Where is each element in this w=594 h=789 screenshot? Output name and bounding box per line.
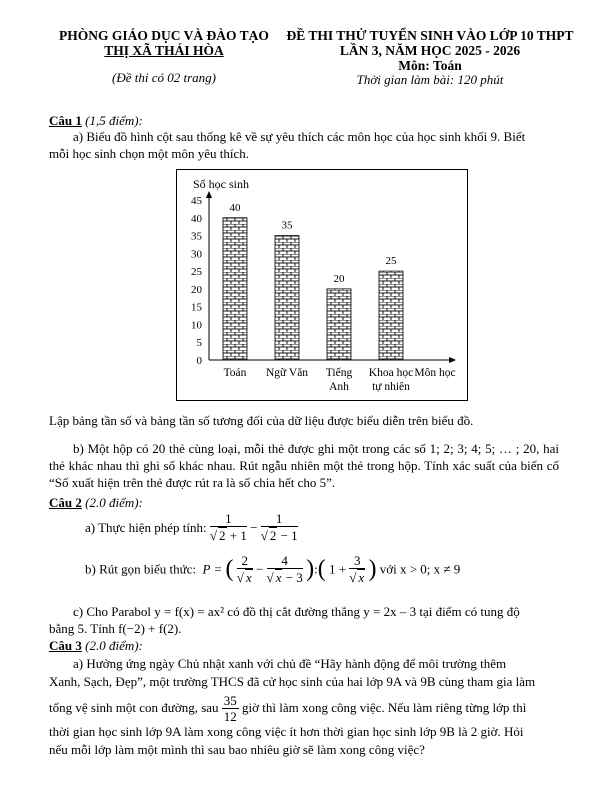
bar-value-label: 40: [229, 201, 241, 214]
q2a-label: a) Thực hiện phép tính:: [85, 520, 207, 535]
exam-subject: Môn: Toán: [398, 58, 462, 73]
exam-duration: Thời gian làm bài: 120 phút: [356, 72, 504, 87]
y-tick-label: 45: [191, 195, 202, 207]
q2b-label: b) Rút gọn biểu thức:: [85, 561, 197, 577]
y-tick-label: 15: [191, 301, 202, 314]
y-tick-label: 25: [191, 266, 202, 279]
y-tick-label: 5: [196, 337, 202, 350]
page-count-note: (Đề thi có 02 trang): [112, 70, 216, 85]
y-axis-label: Số học sinh: [193, 177, 250, 191]
q2c-line1: c) Cho Parabol y = f(x) = ax² có đồ thị cắt đường thẳng y = 2x – 3 tại điểm có tung độ: [73, 604, 520, 619]
q3a-line2: Xanh, Sạch, Đẹp”, một trường THCS đã cử học sinh của hai lớp 9A và 9B cùng tham gia làm: [49, 674, 536, 689]
q1-task: Lập bảng tần số và bảng tần số tương đối của dữ liệu được biểu diễn trên biểu đồ.: [49, 413, 474, 428]
q2b-fraction-1: $\frac{2}{√ x}$: [236, 553, 252, 585]
q2-heading: Câu 2 (2.0 điểm):: [49, 495, 143, 510]
q3a-fraction: $\frac{35}{12}$: [223, 693, 237, 724]
q1a-line2: mỗi học sinh chọn một môn yêu thích.: [49, 146, 250, 161]
x-category-label: tự nhiên: [372, 381, 410, 393]
x-category-label: Khoa học: [368, 367, 414, 379]
q2b-fraction-2: $\frac{4}{√ x - 3}$: [266, 553, 303, 585]
x-category-label: Anh: [329, 381, 349, 393]
q2c-line2: bằng 5. Tính f(−2) + f(2).: [49, 621, 182, 636]
y-tick-label: 0: [196, 355, 202, 367]
q2a: a) Thực hiện phép tính: $\frac{1}{√ 2 + 1}$ − $\frac{1}{√ 2 - 1}$: [85, 511, 298, 543]
q1a-line1: a) Biểu đồ hình cột sau thống kê về sự yêu thích các môn học của học sinh khối 9. Biết: [73, 129, 526, 144]
district-name: THỊ XÃ THÁI HÒA: [104, 43, 224, 58]
q2b-fraction-3: $\frac{3}{√ x}$: [349, 553, 365, 585]
q3a-line5: nếu mỗi lớp làm một mình thì sau bao nhiêu giờ sẽ làm xong công việc?: [49, 742, 425, 757]
y-axis-arrow: [206, 191, 212, 198]
q1-heading: Câu 1 (1,5 điểm):: [49, 113, 143, 128]
x-category-label: Ngữ Văn: [265, 367, 309, 379]
exam-session: LẦN 3, NĂM HỌC 2025 - 2026: [339, 43, 521, 58]
q3a-line3: tổng vệ sinh một con đường, sau $\frac{35}{12}$ giờ thì làm xong công việc. Nếu làm riêng từng lớp thì: [49, 693, 527, 724]
q2b-condition: với x > 0; x ≠ 9: [379, 561, 461, 577]
x-axis-arrow: [449, 357, 456, 363]
bar: [223, 218, 247, 360]
bar: [327, 289, 351, 360]
bar-value-label: 35: [281, 219, 293, 232]
x-axis-label: Môn học: [414, 367, 456, 379]
exam-title: ĐỀ THI THỬ TUYỂN SINH VÀO LỚP 10 THPT: [286, 28, 574, 43]
department-name: PHÒNG GIÁO DỤC VÀ ĐÀO TẠO: [59, 28, 269, 43]
y-tick-label: 40: [191, 212, 202, 225]
y-tick-label: 10: [191, 319, 202, 332]
x-category-label: Tiếng: [325, 367, 353, 379]
q2b: b) Rút gọn biểu thức: P = ( $\frac{2}{√ x}$ − $\frac{4}{√ x - 3}$ ):( 1 + $\frac{3}{√ x}$ ) với x > 0; x ≠ 9: [85, 553, 461, 585]
y-tick-label: 30: [191, 248, 202, 261]
bar-chart-frame: [176, 169, 468, 401]
y-tick-label: 35: [191, 230, 202, 243]
q2a-fraction-1: $\frac{1}{√ 2 + 1}$: [209, 511, 247, 543]
q3a-line4: thời gian học sinh lớp 9A làm xong công việc ít hơn thời gian học sinh lớp 9B là 2 giờ. Hỏi: [49, 724, 524, 739]
q1b-text: b) Một hộp có 20 thẻ cùng loại, mỗi thẻ được ghi một trong các số 1; 2; 3; 4; 5; … ; 20, hai thẻ khác nhau thì ghi số khác nhau. Rút ngẫu nhiên một thẻ trong hộp. Tính xác suất của biến cố “Số xuất hiện trên thẻ được rút ra là số chia hết cho 5”.: [49, 441, 559, 490]
bar: [275, 236, 299, 360]
bar-value-label: 25: [385, 255, 397, 268]
q2a-fraction-2: $\frac{1}{√ 2 - 1}$: [260, 511, 298, 543]
y-tick-label: 20: [191, 283, 202, 296]
q3a-line1: a) Hưởng ứng ngày Chủ nhật xanh với chủ đề “Hãy hành động để môi trường thêm: [73, 656, 507, 671]
bar: [379, 271, 403, 360]
bar-value-label: 20: [333, 272, 345, 285]
q3-heading: Câu 3 (2.0 điểm):: [49, 638, 143, 653]
x-category-label: Toán: [223, 367, 247, 379]
bar-chart: [177, 170, 467, 400]
